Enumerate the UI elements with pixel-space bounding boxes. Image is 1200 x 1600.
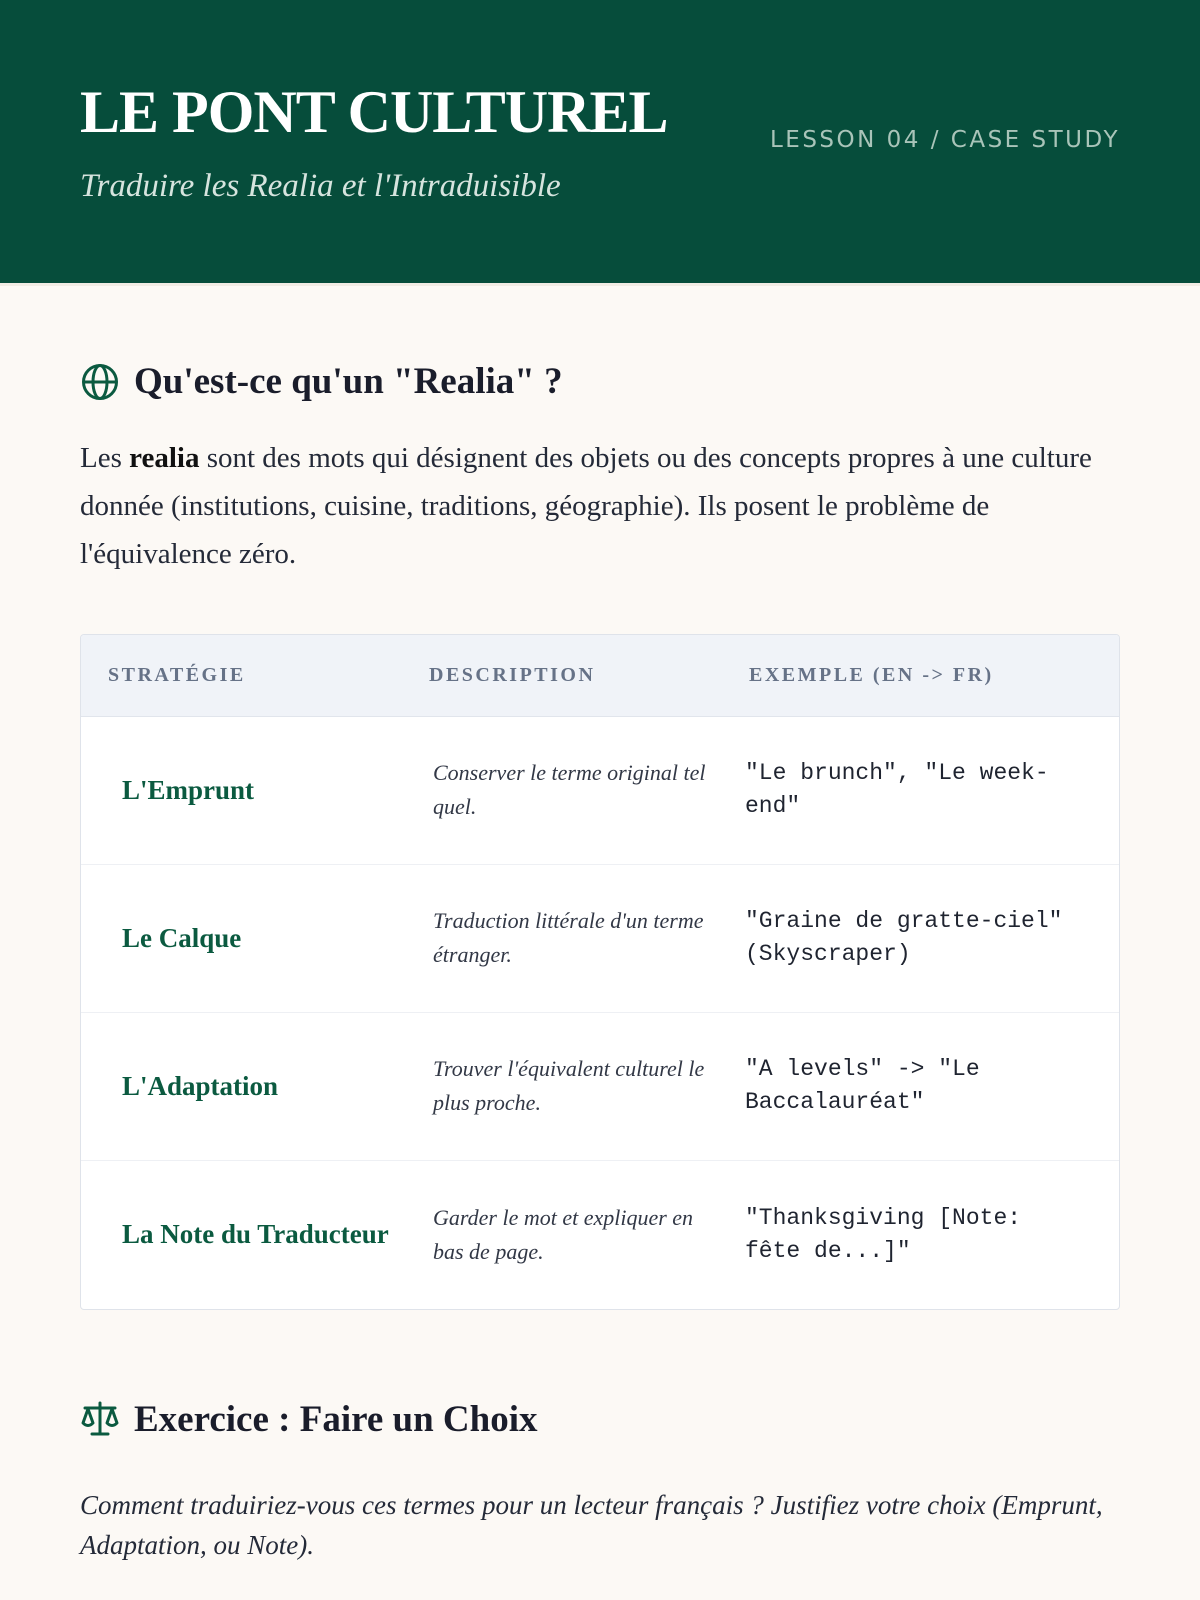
section-heading-text: Qu'est-ce qu'un "Realia" ?: [134, 361, 563, 402]
intro-text-start: Les: [80, 441, 130, 474]
section-heading-exercise: [80, 1398, 1120, 1441]
exercise-question: Comment traduiriez-vous ces termes pour un lecteur français ? Justifiez votre choix (Emprunt, Adaptation, ou Note).: [80, 1489, 1103, 1560]
scale-icon: [80, 1399, 120, 1439]
table-row: [81, 717, 1119, 865]
description-cell: Traduction littérale d'un terme étranger.: [433, 908, 704, 968]
example-cell: "Thanksgiving [Note: fête de...]": [745, 1204, 1022, 1264]
intro-text-end: sont des mots qui désignent des objets ou des concepts propres à une culture donnée (institutions, cuisine, traditions, géographie). Ils posent le problème de l'équivalence zéro.: [80, 441, 1092, 570]
example-cell: "Le brunch", "Le week-end": [745, 760, 1049, 820]
strategy-cell: L'Adaptation: [122, 1070, 279, 1101]
example-cell: "Graine de gratte-ciel" (Skyscraper): [745, 908, 1063, 968]
page-header: [0, 0, 1200, 286]
page-title: LE PONT CULTUREL: [80, 79, 668, 145]
table-row: [81, 1161, 1119, 1309]
table-header-row: [81, 635, 1119, 717]
section-heading-realia: [80, 360, 1120, 403]
page-subtitle: Traduire les Realia et l'Intraduisible: [80, 168, 561, 204]
description-cell: Conserver le terme original tel quel.: [433, 760, 706, 820]
section-heading-text: Exercice : Faire un Choix: [134, 1398, 538, 1440]
example-cell: "A levels" -> "Le Baccalauréat": [745, 1056, 980, 1116]
description-cell: Garder le mot et expliquer en bas de page.: [433, 1204, 694, 1264]
strategies-table: [80, 634, 1120, 1310]
lesson-label: LESSON 04 / CASE STUDY: [769, 127, 1120, 153]
column-header-example: EXEMPLE (EN -> FR): [749, 663, 994, 686]
main-content: [0, 360, 1200, 1565]
table-row: [81, 865, 1119, 1013]
column-header-description: DESCRIPTION: [429, 663, 596, 686]
strategy-cell: L'Emprunt: [122, 774, 255, 805]
strategy-cell: Le Calque: [122, 922, 242, 953]
table-row: [81, 1013, 1119, 1161]
column-header-strategy: STRATÉGIE: [108, 663, 246, 686]
intro-paragraph: [80, 434, 1120, 578]
globe-icon: [80, 362, 120, 402]
intro-bold-term: realia: [129, 441, 200, 474]
description-cell: Trouver l'équivalent culturel le plus proche.: [433, 1056, 705, 1116]
strategy-cell: La Note du Traducteur: [122, 1219, 389, 1250]
